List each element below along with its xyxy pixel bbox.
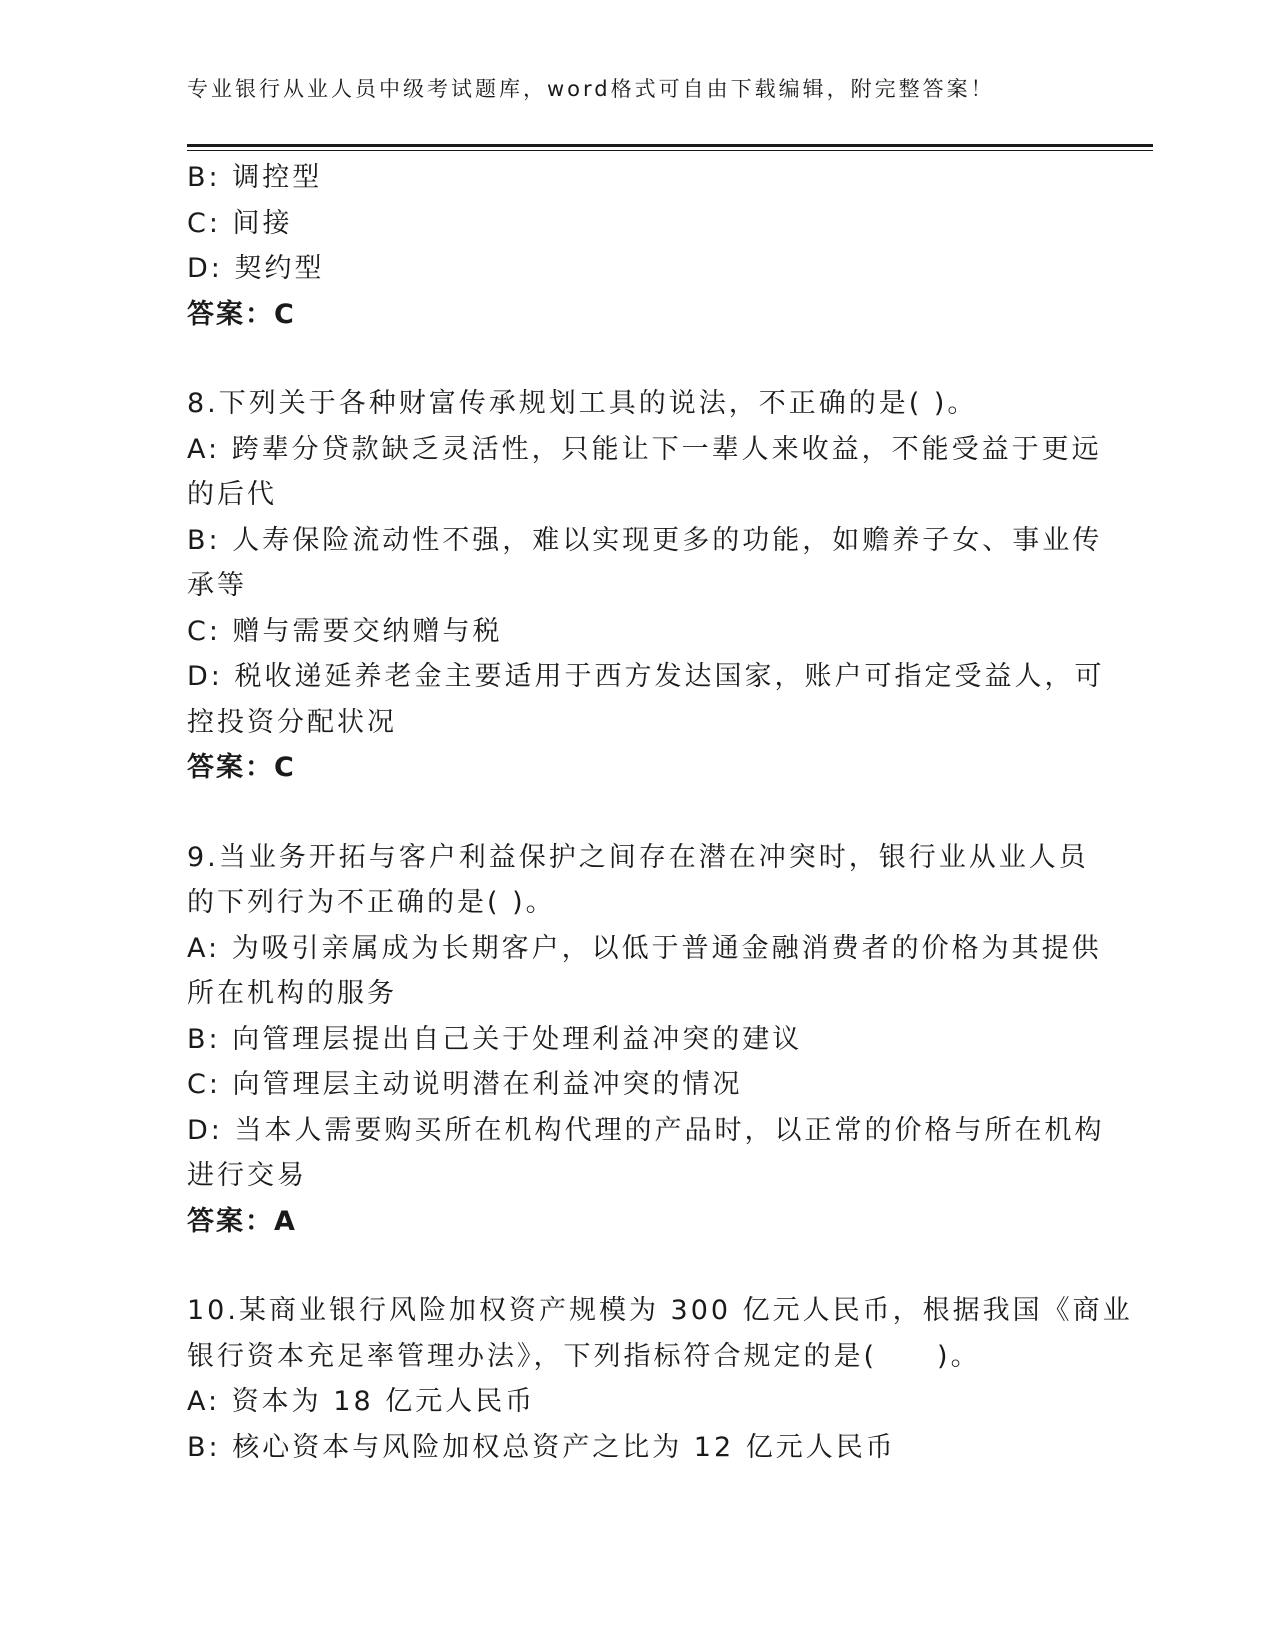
question-stem-continued: 银行资本充足率管理办法》，下列指标符合规定的是( )。 xyxy=(187,1340,981,1372)
question-10 xyxy=(187,1288,1133,1470)
option-label: D xyxy=(187,1114,211,1146)
option-label: A xyxy=(187,433,208,465)
answer-line: 答案：A xyxy=(187,1205,297,1237)
header-rule-thick xyxy=(187,144,1153,147)
option-label: C xyxy=(187,1069,209,1100)
option-b: B: 核心资本与风险加权总资产之比为 12 亿元人民币 xyxy=(187,1431,896,1463)
question-8 xyxy=(187,381,1105,791)
option-text: 调控型 xyxy=(232,162,323,193)
option-a-continued: 所在机构的服务 xyxy=(187,978,397,1009)
option-d: D: 契约型 xyxy=(187,253,325,284)
option-d-continued: 进行交易 xyxy=(187,1160,307,1191)
answer-line: 答案：C xyxy=(187,298,296,330)
option-label: B xyxy=(187,524,209,556)
option-c: C: 间接 xyxy=(187,207,293,239)
option-text: 为吸引亲属成为长期客户，以低于普通金融消费者的价格为其提供 xyxy=(231,932,1102,964)
question-stem: 8.下列关于各种财富传承规划工具的说法，不正确的是( )。 xyxy=(187,388,978,419)
spacer xyxy=(187,1244,1087,1288)
option-text: 契约型 xyxy=(234,253,325,284)
option-text: 向管理层主动说明潜在利益冲突的情况 xyxy=(232,1069,743,1100)
question-stem-continued: 的下列行为不正确的是( )。 xyxy=(187,887,556,918)
option-a: A: 资本为 18 亿元人民币 xyxy=(187,1386,536,1417)
question-9 xyxy=(187,835,1105,1245)
option-label: B xyxy=(187,1023,209,1055)
option-c: C: 赠与需要交纳赠与税 xyxy=(187,615,503,647)
document-body xyxy=(187,155,1133,1470)
page-header: 专业银行从业人员中级考试题库，word格式可自由下载编辑，附完整答案！ xyxy=(187,77,995,101)
option-text: 当本人需要购买所在机构代理的产品时，以正常的价格与所在机构 xyxy=(234,1114,1105,1146)
option-text: 跨辈分贷款缺乏灵活性，只能让下一辈人来收益，不能受益于更远 xyxy=(231,433,1102,465)
option-b: B: 调控型 xyxy=(187,162,323,193)
header-rule-thin xyxy=(187,150,1153,151)
answer-line: 答案：C xyxy=(187,752,296,783)
option-label: D xyxy=(187,661,211,692)
spacer xyxy=(187,337,1087,381)
option-c: C: 向管理层主动说明潜在利益冲突的情况 xyxy=(187,1069,743,1100)
question-stem: 9.当业务开拓与客户利益保护之间存在潜在冲突时，银行业从业人员 xyxy=(187,841,1089,873)
option-label: A xyxy=(187,1386,208,1417)
option-label: C xyxy=(187,615,209,647)
option-text: 资本为 18 亿元人民币 xyxy=(231,1386,536,1417)
option-b: B: 向管理层提出自己关于处理利益冲突的建议 xyxy=(187,1023,803,1055)
option-d: D: 当本人需要购买所在机构代理的产品时，以正常的价格与所在机构 xyxy=(187,1114,1105,1146)
option-b: B: 人寿保险流动性不强，难以实现更多的功能，如赡养子女、事业传 xyxy=(187,524,1103,556)
option-a: A: 为吸引亲属成为长期客户，以低于普通金融消费者的价格为其提供 xyxy=(187,932,1102,964)
option-text: 向管理层提出自己关于处理利益冲突的建议 xyxy=(232,1023,803,1055)
option-text: 间接 xyxy=(232,207,293,239)
option-label: C xyxy=(187,207,209,239)
option-text: 核心资本与风险加权总资产之比为 12 亿元人民币 xyxy=(232,1431,896,1463)
question-stem: 10.某商业银行风险加权资产规模为 300 亿元人民币，根据我国《商业 xyxy=(187,1295,1133,1326)
option-text: 人寿保险流动性不强，难以实现更多的功能，如赡养子女、事业传 xyxy=(232,524,1103,556)
option-label: B xyxy=(187,162,209,193)
spacer xyxy=(187,791,1087,835)
option-b-continued: 承等 xyxy=(187,570,247,601)
option-d: D: 税收递延养老金主要适用于西方发达国家，账户可指定受益人，可 xyxy=(187,661,1105,692)
option-text: 赠与需要交纳赠与税 xyxy=(232,615,503,647)
option-a-continued: 的后代 xyxy=(187,479,277,510)
option-label: D xyxy=(187,253,211,284)
option-label: A xyxy=(187,932,208,964)
option-label: B xyxy=(187,1431,209,1463)
option-d-continued: 控投资分配状况 xyxy=(187,706,397,738)
option-a: A: 跨辈分贷款缺乏灵活性，只能让下一辈人来收益，不能受益于更远 xyxy=(187,433,1102,465)
option-text: 税收递延养老金主要适用于西方发达国家，账户可指定受益人，可 xyxy=(234,661,1105,692)
question-7-fragment xyxy=(187,155,1087,337)
